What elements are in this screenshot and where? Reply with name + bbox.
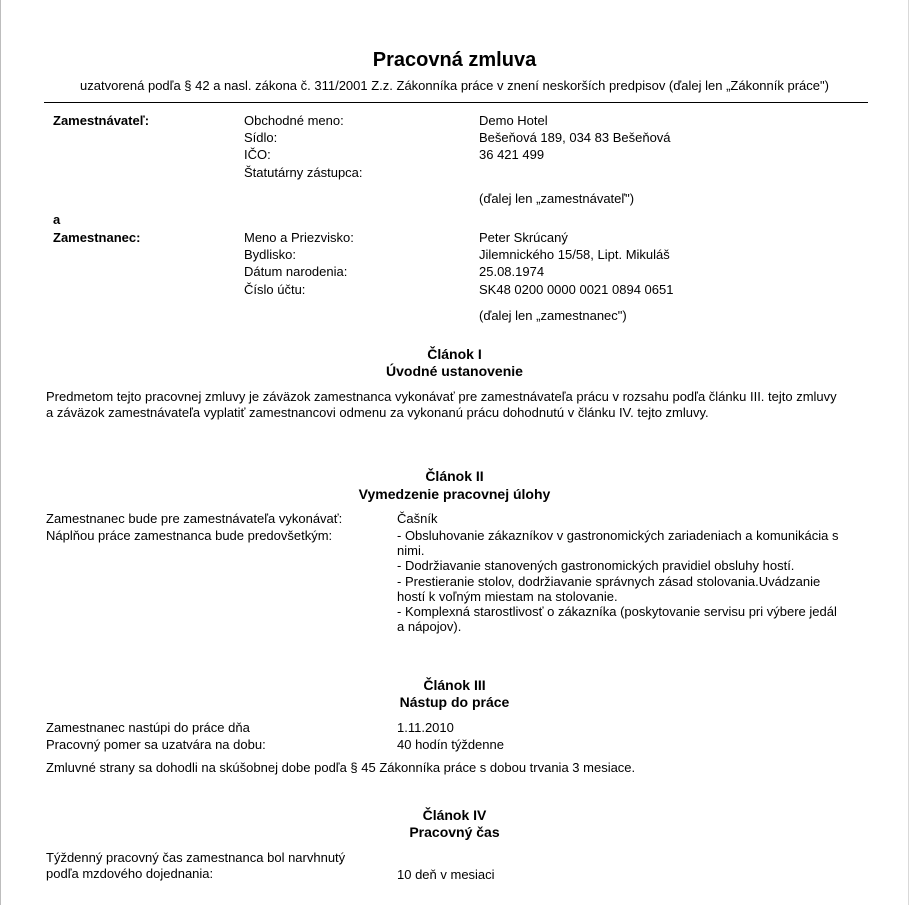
employer-alias: (ďalej len „zamestnávateľ"): [479, 191, 635, 206]
article2-duty-line-7: a nápojov).: [397, 619, 462, 634]
article3-term-label: Pracovný pomer sa uzatvára na dobu:: [46, 737, 266, 752]
article4-weekly-label-line-2: podľa mzdového dojednania:: [46, 866, 214, 881]
article2-duty-line-3: - Dodržiavanie stanovených gastronomických pravidiel obsluhy hostí.: [397, 558, 795, 573]
article2-duty-line-1: - Obsluhovanie zákazníkov v gastronomických zariadeniach a komunikácia s: [397, 528, 839, 543]
employee-label-birthdate: Dátum narodenia:: [244, 264, 348, 279]
article4-heading: Pracovný čas: [409, 824, 500, 840]
article1-number: Článok I: [427, 346, 482, 362]
employee-heading: Zamestnanec:: [53, 230, 141, 245]
employee-label-account: Číslo účtu:: [244, 282, 306, 297]
employee-label-address: Bydlisko:: [244, 247, 297, 262]
employer-heading: Zamestnávateľ:: [53, 113, 150, 128]
employee-alias: (ďalej len „zamestnanec"): [479, 308, 627, 323]
employee-value-account: SK48 0200 0000 0021 0894 0651: [479, 282, 674, 297]
article3-probation: Zmluvné strany sa dohodli na skúšobnej dobe podľa § 45 Zákonníka práce s dobou trvania 3 mesiace.: [46, 760, 636, 775]
article3-number: Článok III: [423, 677, 486, 693]
article3-start-value: 1.11.2010: [397, 720, 454, 735]
employee-value-birthdate: 25.08.1974: [479, 264, 545, 279]
employee-value-address: Jilemnického 15/58, Lipt. Mikuláš: [479, 247, 670, 262]
header-rule: [44, 102, 868, 103]
employer-label-name: Obchodné meno:: [244, 113, 344, 128]
article3-start-label: Zamestnanec nastúpi do práce dňa: [46, 720, 250, 735]
article1-heading: Úvodné ustanovenie: [386, 363, 523, 379]
article3-heading: Nástup do práce: [399, 694, 510, 710]
and-connector: a: [53, 212, 61, 227]
article1-line-1: Predmetom tejto pracovnej zmluvy je záväzok zamestnanca vykonávať pre zamestnávateľa prácu v rozsahu podľa článku III. tejto zmluvy: [46, 389, 837, 404]
employee-value-name: Peter Skrúcaný: [479, 230, 568, 245]
article1-line-2: a záväzok zamestnávateľa vyplatiť zamestnancovi odmenu za vykonanú prácu dohodnutú v článku IV. tejto zmluvy.: [46, 405, 709, 420]
article2-duty-line-5: hostí k voľným miestam na stolovanie.: [397, 589, 618, 604]
article3-term-value: 40 hodín týždenne: [397, 737, 504, 752]
article4-weekly-value: 10 deň v mesiaci: [397, 867, 495, 882]
employer-value-seat: Bešeňová 189, 034 83 Bešeňová: [479, 130, 671, 145]
document-title: Pracovná zmluva: [372, 49, 537, 71]
page-border-left: [0, 0, 1, 905]
article2-heading: Vymedzenie pracovnej úlohy: [358, 486, 551, 502]
article2-number: Článok II: [425, 468, 484, 484]
article2-duties-label: Náplňou práce zamestnanca bude predovšetkým:: [46, 528, 333, 543]
article4-number: Článok IV: [422, 807, 487, 823]
article4-weekly-label-line-1: Týždenný pracovný čas zamestnanca bol narvhnutý: [46, 850, 346, 865]
employer-value-name: Demo Hotel: [479, 113, 548, 128]
employer-label-statutory: Štatutárny zástupca:: [244, 165, 363, 180]
employer-label-seat: Sídlo:: [244, 130, 278, 145]
employee-label-name: Meno a Priezvisko:: [244, 230, 354, 245]
article2-duty-line-4: - Prestieranie stolov, dodržiavanie správnych zásad stolovania.Uvádzanie: [397, 574, 821, 589]
article2-duty-line-6: - Komplexná starostlivosť o zákazníka (poskytovanie servisu pri výbere jedál: [397, 604, 837, 619]
employer-label-ico: IČO:: [244, 147, 271, 162]
employer-value-ico: 36 421 499: [479, 147, 545, 162]
article2-duty-line-2: nimi.: [397, 543, 425, 558]
article2-position-value: Čašník: [397, 511, 438, 526]
document-subtitle: uzatvorená podľa § 42 a nasl. zákona č. 311/2001 Z.z. Zákonníka práce v znení neskorších predpisov (ďalej len „Zákonník práce"): [80, 78, 829, 93]
article2-position-label: Zamestnanec bude pre zamestnávateľa vykonávať:: [46, 511, 343, 526]
